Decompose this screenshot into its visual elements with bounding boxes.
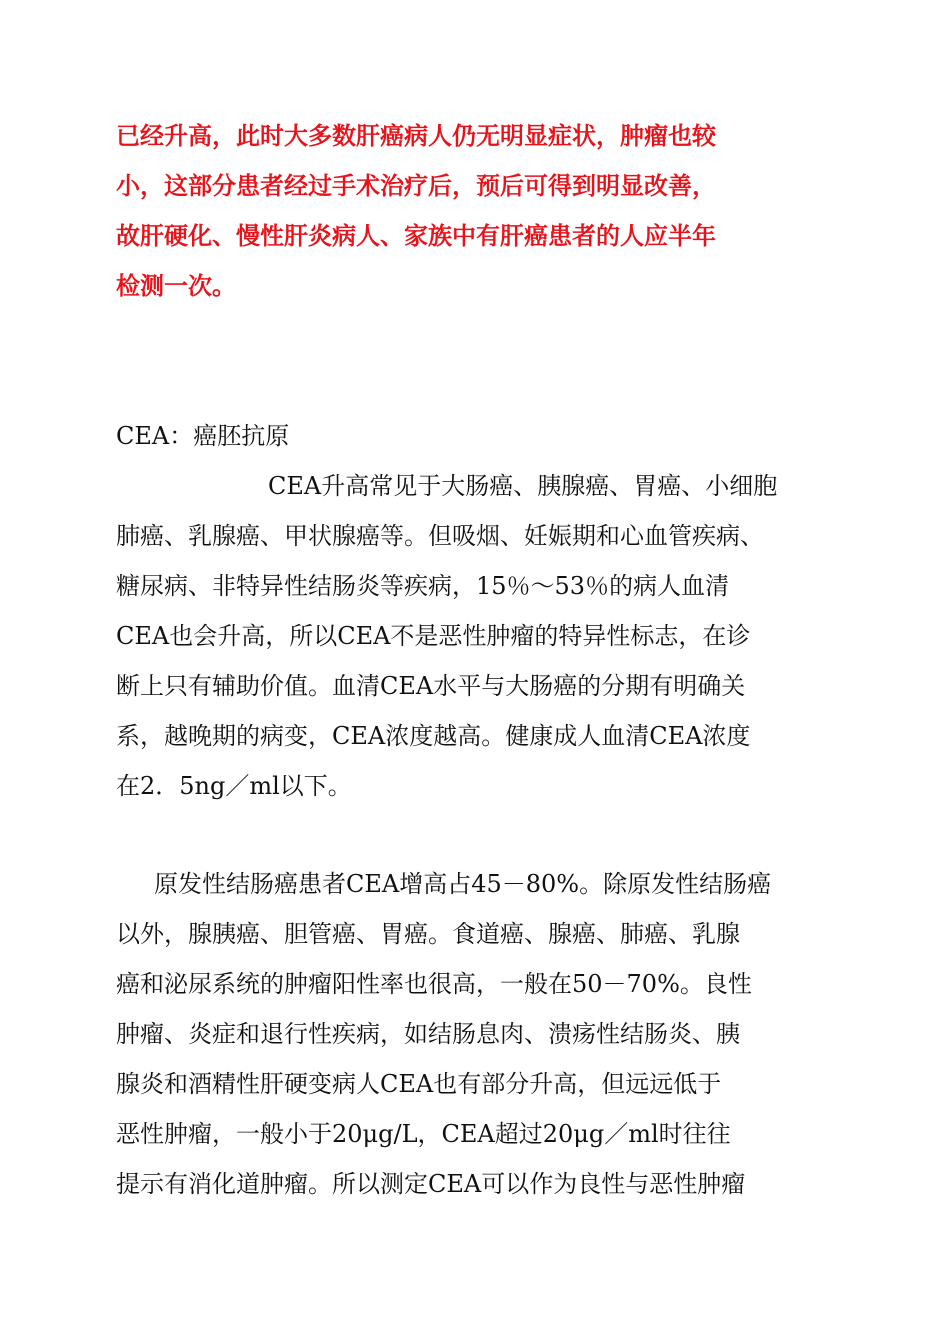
paragraph-line: 断上只有辅助价值。血清CEA水平与大肠癌的分期有明确关 — [116, 672, 746, 700]
paragraph-line: 肿瘤、炎症和退行性疾病，如结肠息肉、溃疡性结肠炎、胰 — [116, 1020, 740, 1048]
paragraph-line: 以外，腺胰癌、胆管癌、胃癌。食道癌、腺癌、肺癌、乳腺 — [116, 920, 740, 948]
paragraph-line: 原发性结肠癌患者CEA增高占45－80%。除原发性结肠癌 — [154, 870, 772, 898]
paragraph-line: 肺癌、乳腺癌、甲状腺癌等。但吸烟、妊娠期和心血管疾病、 — [116, 522, 764, 550]
highlighted-line: 已经升高，此时大多数肝癌病人仍无明显症状，肿瘤也较 — [116, 122, 716, 150]
paragraph-line: CEA也会升高，所以CEA不是恶性肿瘤的特异性标志，在诊 — [116, 622, 751, 650]
paragraph-line: 提示有消化道肿瘤。所以测定CEA可以作为良性与恶性肿瘤 — [116, 1170, 746, 1198]
section-heading: CEA：癌胚抗原 — [116, 422, 290, 450]
paragraph-line: 恶性肿瘤，一般小于20μg/L，CEA超过20μg／ml时往往 — [116, 1120, 731, 1148]
paragraph-line: 腺炎和酒精性肝硬变病人CEA也有部分升高，但远远低于 — [116, 1070, 722, 1098]
paragraph-line: CEA升高常见于大肠癌、胰腺癌、胃癌、小细胞 — [268, 472, 778, 500]
highlighted-line: 故肝硬化、慢性肝炎病人、家族中有肝癌患者的人应半年 — [116, 222, 716, 250]
highlighted-line: 小，这部分患者经过手术治疗后，预后可得到明显改善， — [116, 172, 716, 200]
paragraph-line: 在2．5ng／ml以下。 — [116, 772, 352, 800]
highlighted-line: 检测一次。 — [116, 272, 236, 300]
paragraph-line: 系，越晚期的病变，CEA浓度越高。健康成人血清CEA浓度 — [116, 722, 751, 750]
paragraph-line: 癌和泌尿系统的肿瘤阳性率也很高，一般在50－70%。良性 — [116, 970, 752, 998]
paragraph-line: 糖尿病、非特异性结肠炎等疾病，15％～53％的病人血清 — [116, 572, 730, 600]
